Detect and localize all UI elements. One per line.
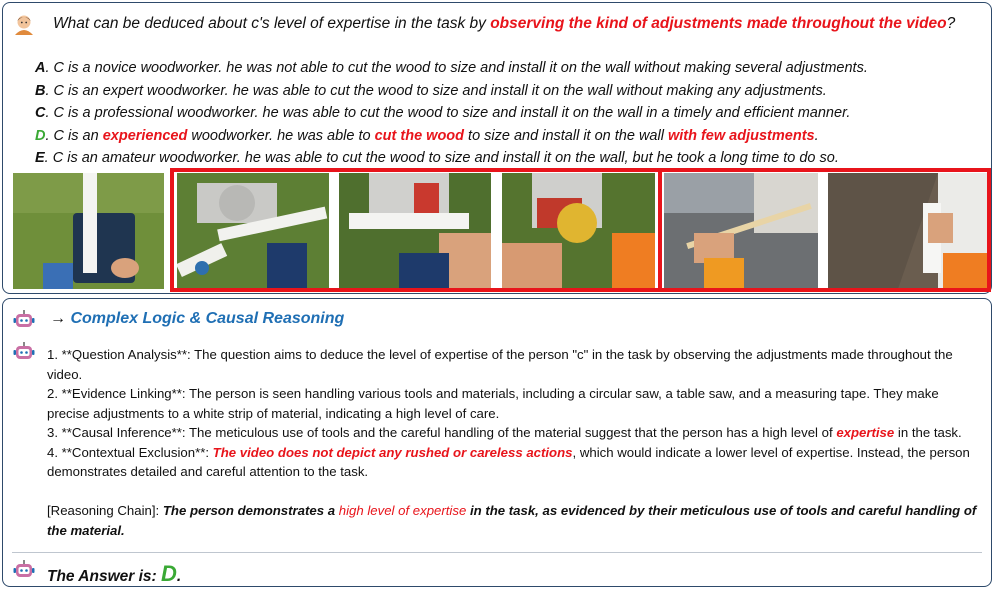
reasoning-text bbox=[47, 345, 977, 540]
video-frame-1 bbox=[13, 173, 164, 289]
option-text: . C is a novice woodworker. he was not able to cut the wood to size and install it on the wall without making several adjustments. bbox=[45, 60, 868, 76]
arrow-icon: → bbox=[50, 310, 66, 327]
chain-text: in the task, as evidenced by their meticulous use of tools and careful handling of the material. bbox=[47, 503, 977, 538]
frame-highlight-box-1 bbox=[170, 168, 662, 292]
option-d bbox=[35, 125, 868, 148]
option-letter: E bbox=[35, 150, 45, 167]
chain-highlight: high level of expertise bbox=[338, 503, 467, 518]
option-b bbox=[35, 80, 868, 103]
step-highlight: expertise bbox=[836, 425, 895, 440]
reasoning-step-4 bbox=[47, 443, 977, 482]
option-letter: D bbox=[35, 127, 46, 144]
step-text: in the task. bbox=[894, 425, 962, 440]
robot-avatar-icon bbox=[13, 309, 35, 331]
option-text: . bbox=[814, 127, 819, 144]
user-avatar-icon bbox=[13, 13, 35, 35]
final-answer bbox=[47, 561, 181, 587]
option-letter: B bbox=[35, 82, 46, 99]
question-panel bbox=[2, 2, 992, 294]
question-text bbox=[53, 15, 955, 33]
option-a bbox=[35, 57, 868, 80]
step-text: 4. **Contextual Exclusion**: bbox=[47, 444, 213, 460]
option-highlight: with few adjustments bbox=[667, 127, 815, 144]
option-letter: A bbox=[35, 60, 46, 76]
option-e bbox=[35, 147, 868, 170]
frame-highlight-box-2 bbox=[658, 168, 991, 292]
step-highlight: The video does not depict any rushed or careless actions bbox=[212, 444, 573, 460]
answer-label: The Answer is: bbox=[47, 568, 161, 585]
question-prefix: What can be deduced about c's level of expertise in the task by bbox=[53, 15, 491, 32]
step-text: 3. **Causal Inference**: The meticulous use of tools and the careful handling of the material suggest that the person has a high level of bbox=[47, 425, 837, 440]
option-text: to size and install it on the wall bbox=[464, 127, 668, 144]
question-suffix: ? bbox=[946, 15, 956, 32]
option-text: . C is an amateur woodworker. he was able to cut the wood to size and install it on the wall, but he took a long time to do so. bbox=[44, 150, 839, 167]
option-highlight: cut the wood bbox=[374, 127, 465, 144]
reasoning-step-2: 2. **Evidence Linking**: The person is seen handling various tools and materials, including a circular saw, a table saw, and a measuring tape. They make precise adjustments to a white strip of material, indicating a high level of care. bbox=[47, 386, 939, 421]
answer-value: D bbox=[160, 561, 177, 586]
chain-label: [Reasoning Chain]: bbox=[47, 503, 163, 518]
answer-suffix: . bbox=[176, 568, 182, 585]
robot-avatar-icon bbox=[13, 341, 35, 363]
section-title-text: Complex Logic & Causal Reasoning bbox=[70, 310, 345, 327]
option-text: woodworker. he was able to bbox=[187, 127, 375, 144]
option-text: . C is an expert woodworker. he was able to cut the wood to size and install it on the wall without making any adjustments. bbox=[45, 82, 827, 99]
option-text: . C is a professional woodworker. he was able to cut the wood to size and install it on the wall in a timely and efficient manner. bbox=[45, 105, 851, 122]
video-frames bbox=[13, 173, 987, 291]
robot-avatar-icon bbox=[13, 559, 35, 581]
options-list bbox=[35, 57, 868, 170]
divider bbox=[12, 552, 982, 553]
option-letter: C bbox=[35, 105, 46, 122]
option-c bbox=[35, 102, 868, 125]
chain-text: The person demonstrates a bbox=[162, 503, 339, 518]
step-text: , which would indicate a lower level of expertise. Instead, the person demonstrates detailed and careful attention to the task. bbox=[47, 444, 970, 479]
option-highlight: experienced bbox=[102, 127, 188, 144]
section-title bbox=[50, 310, 344, 328]
option-text: . C is an bbox=[45, 127, 103, 144]
reasoning-step-1: 1. **Question Analysis**: The question aims to deduce the level of expertise of the person "c" in the task by observing the adjustments made throughout the video. bbox=[47, 347, 953, 382]
reasoning-step-3 bbox=[47, 423, 977, 443]
question-highlight: observing the kind of adjustments made throughout the video bbox=[490, 15, 947, 32]
reasoning-chain bbox=[47, 501, 977, 540]
